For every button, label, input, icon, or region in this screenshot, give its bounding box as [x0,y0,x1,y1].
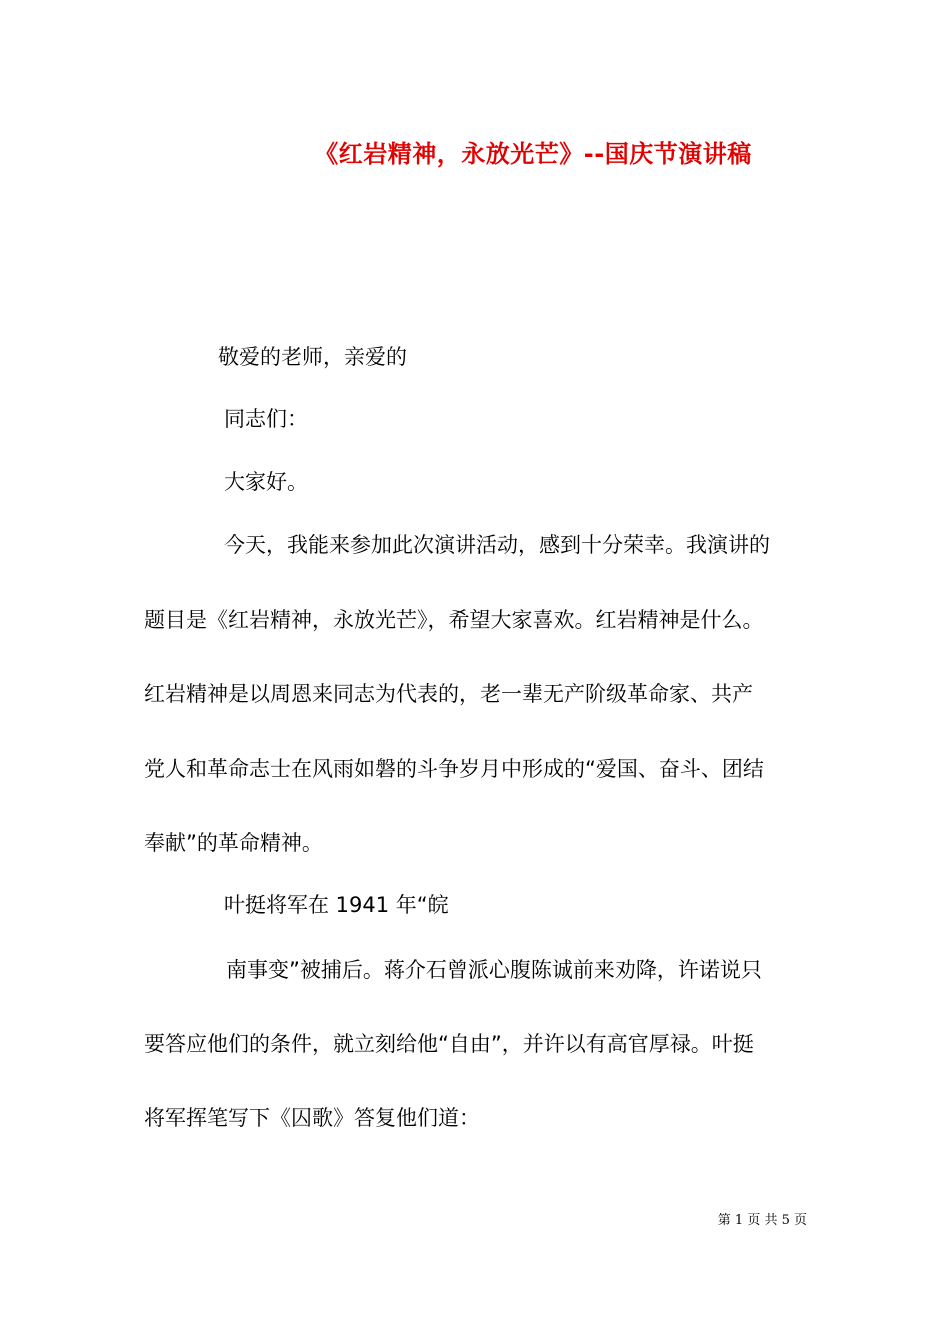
page-number: 第 1 页 共 5 页 [717,1213,807,1228]
salutation-line-1: 敬爱的老师，亲爱的 [218,345,407,369]
paragraph-line: 奉献”的革命精神。 [144,831,323,855]
paragraph-line: 党人和革命志士在风雨如磐的斗争岁月中形成的“爱国、奋斗、团结 [144,757,764,781]
paragraph-line: 今天，我能来参加此次演讲活动，感到十分荣幸。我演讲的 [224,533,770,557]
paragraph-line: 叶挺将军在 1941 年“皖 [224,893,449,917]
paragraph-line: 红岩精神是以周恩来同志为代表的，老一辈无产阶级革命家、共产 [144,682,753,706]
paragraph-line: 南事变”被捕后。蒋介石曾派心腹陈诚前来劝降，许诺说只 [226,958,762,982]
paragraph-line: 将军挥笔写下《囚歌》答复他们道： [144,1106,480,1130]
document-title: 《红岩精神，永放光芒》--国庆节演讲稿 [314,140,752,168]
greeting-line: 大家好。 [224,470,308,494]
salutation-line-2: 同志们： [224,407,308,431]
paragraph-line: 题目是《红岩精神，永放光芒》，希望大家喜欢。红岩精神是什么。 [144,608,764,632]
paragraph-line: 要答应他们的条件，就立刻给他“自由”，并许以有高官厚禄。叶挺 [144,1032,754,1056]
